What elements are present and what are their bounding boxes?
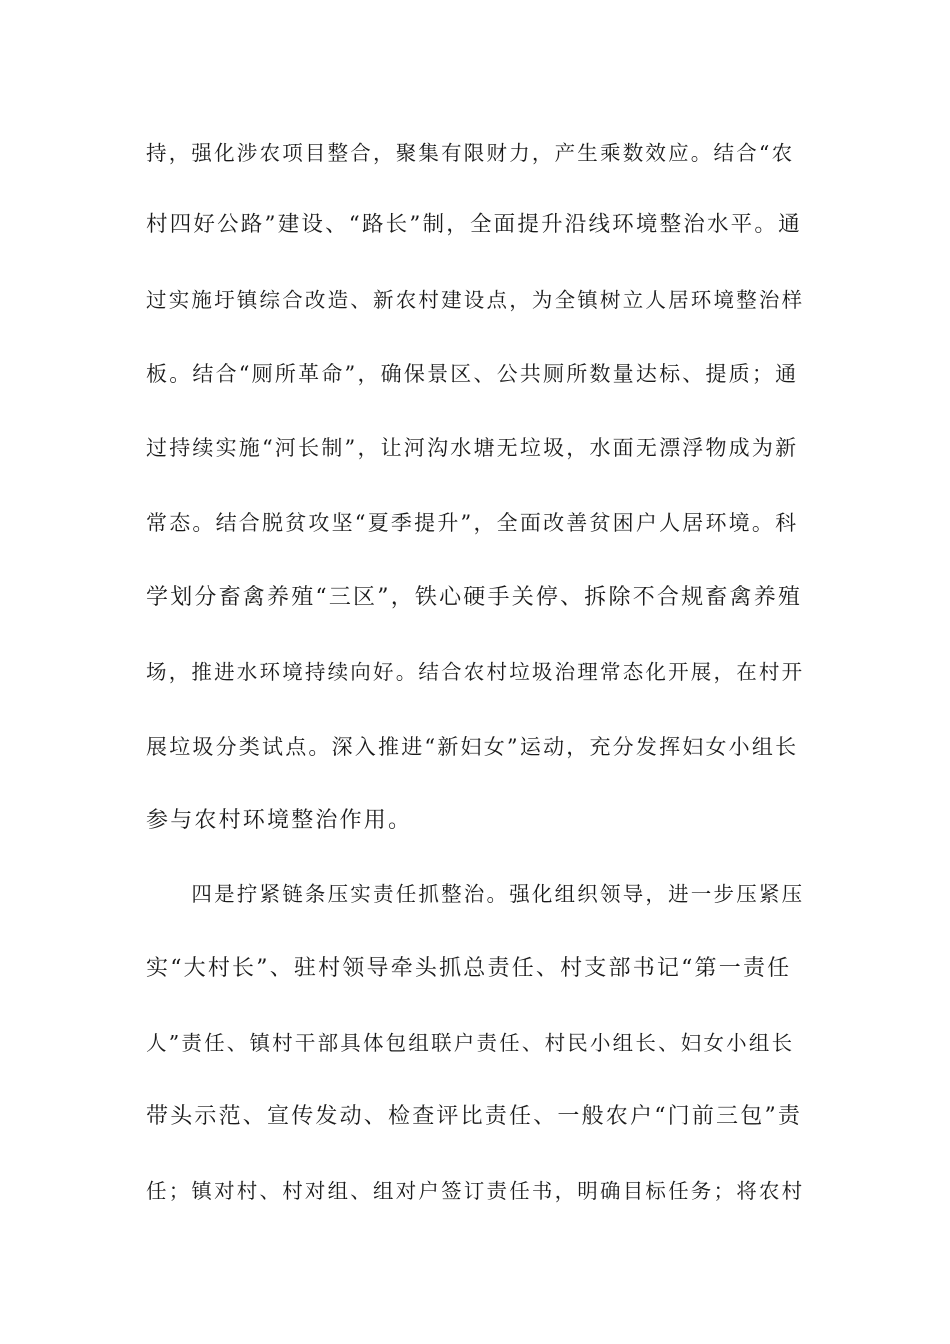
text-line: 展垃圾分类试点。深入推进“新妇女”运动，充分发挥妇女小组长	[146, 735, 799, 759]
text-line: 过实施圩镇综合改造、新农村建设点，为全镇树立人居环境整治样	[146, 288, 805, 312]
text-line: 村四好公路”建设、“路长”制，全面提升沿线环境整治水平。通	[146, 212, 802, 237]
text-line: 场，推进水环境持续向好。结合农村垃圾治理常态化开展，在村开	[146, 660, 805, 684]
text-line: 持，强化涉农项目整合，聚集有限财力，产生乘数效应。结合“农	[146, 141, 795, 165]
paragraph-start-line: 四是拧紧链条压实责任抓整治。强化组织领导，进一步压紧压	[146, 882, 805, 906]
text-line: 带头示范、宣传发动、检查评比责任、一般农户“门前三包”责	[146, 1104, 803, 1129]
text-line: 常态。结合脱贫攻坚“夏季提升”，全面改善贫困户人居环境。科	[146, 511, 799, 535]
text-line: 任；镇对村、村对组、组对户签订责任书，明确目标任务；将农村	[146, 1179, 805, 1203]
text-line: 学划分畜禽养殖“三区”，铁心硬手关停、拆除不合规畜禽养殖	[146, 585, 803, 610]
text-line: 参与农村环境整治作用。	[146, 808, 413, 833]
text-line: 人”责任、镇村干部具体包组联户责任、村民小组长、妇女小组长	[146, 1031, 795, 1055]
text-line: 过持续实施“河长制”，让河沟水塘无垃圾，水面无漂浮物成为新	[146, 436, 799, 460]
text-line: 实“大村长”、驻村领导牵头抓总责任、村支部书记“第一责任	[146, 956, 792, 981]
text-line: 板。结合“厕所革命”，确保景区、公共厕所数量达标、提质；通	[146, 362, 799, 386]
